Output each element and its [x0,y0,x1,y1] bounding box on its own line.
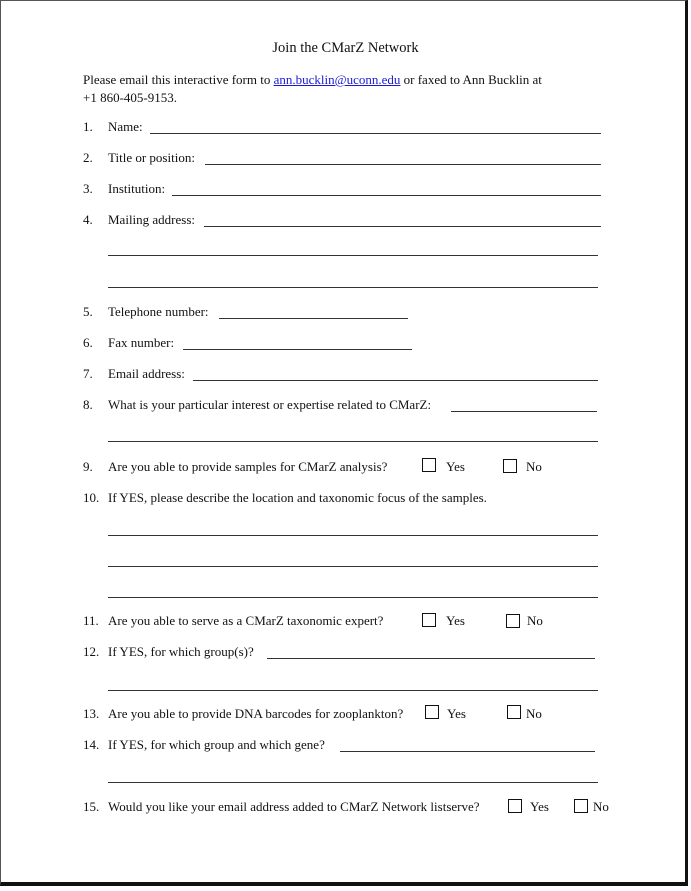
taxonomic-expert-label: Are you able to serve as a CMarZ taxonomic expert? [108,613,384,628]
dna-barcodes-no-checkbox[interactable] [507,705,521,719]
question-number: 11. [83,613,99,628]
interest-line-2[interactable] [108,441,598,442]
listserve-yes-checkbox[interactable] [508,799,522,813]
group-gene-field[interactable] [340,751,595,752]
question-number: 3. [83,181,93,196]
samples-yes-checkbox[interactable] [422,458,436,472]
groups-field[interactable] [267,658,595,659]
dna-barcodes-label: Are you able to provide DNA barcodes for zooplankton? [108,706,404,721]
email-label: Email address: [108,366,185,381]
listserve-label: Would you like your email address added to CMarZ Network listserve? [108,799,480,814]
samples-description-line-3[interactable] [108,597,598,598]
no-label: No [526,459,542,474]
samples-no-checkbox[interactable] [503,459,517,473]
no-label: No [526,706,542,721]
samples-question-label: Are you able to provide samples for CMarZ analysis? [108,459,388,474]
group-gene-label: If YES, for which group and which gene? [108,737,325,752]
samples-description-line-1[interactable] [108,535,598,536]
form-title: Join the CMarZ Network [272,40,419,56]
question-number: 2. [83,150,93,165]
name-label: Name: [108,119,143,134]
title-position-field[interactable] [205,164,601,165]
group-gene-line-2[interactable] [108,782,598,783]
mailing-address-field[interactable] [204,226,601,227]
institution-label: Institution: [108,181,166,196]
yes-label: Yes [446,459,465,474]
samples-description-label: If YES, please describe the location and taxonomic focus of the samples. [108,490,487,505]
yes-label: Yes [446,613,465,628]
mailing-address-label: Mailing address: [108,212,196,227]
listserve-no-checkbox[interactable] [574,799,588,813]
mailing-address-line-2[interactable] [108,255,598,256]
question-number: 4. [83,212,93,227]
question-number: 13. [83,706,100,721]
fax-field[interactable] [183,349,412,350]
question-number: 9. [83,459,93,474]
question-number: 12. [83,644,100,659]
mailing-address-line-3[interactable] [108,287,598,288]
question-number: 1. [83,119,93,134]
question-number: 5. [83,304,93,319]
samples-description-line-2[interactable] [108,566,598,567]
institution-field[interactable] [172,195,601,196]
groups-label: If YES, for which group(s)? [108,644,254,659]
taxonomic-expert-no-checkbox[interactable] [506,614,520,628]
question-number: 6. [83,335,93,350]
taxonomic-expert-yes-checkbox[interactable] [422,613,436,627]
question-number: 15. [83,799,100,814]
interest-label: What is your particular interest or expertise related to CMarZ: [108,397,432,412]
email-field[interactable] [193,380,598,381]
yes-label: Yes [447,706,466,721]
dna-barcodes-yes-checkbox[interactable] [425,705,439,719]
question-number: 7. [83,366,93,381]
email-link[interactable]: ann.bucklin@uconn.edu [273,72,401,87]
no-label: No [593,799,609,814]
fax-number-text: +1 860-405-9153. [83,90,177,105]
title-position-label: Title or position: [108,150,195,165]
question-number: 10. [83,490,100,505]
question-number: 14. [83,737,100,752]
intro-text-before: Please email this interactive form to [83,72,274,87]
yes-label: Yes [530,799,549,814]
intro-text [83,71,542,107]
intro-text-after: or faxed to Ann Bucklin at [400,72,542,87]
interest-field[interactable] [451,411,597,412]
telephone-label: Telephone number: [108,304,209,319]
question-number: 8. [83,397,93,412]
no-label: No [527,613,543,628]
telephone-field[interactable] [219,318,408,319]
fax-label: Fax number: [108,335,175,350]
name-field[interactable] [150,133,601,134]
groups-line-2[interactable] [108,690,598,691]
